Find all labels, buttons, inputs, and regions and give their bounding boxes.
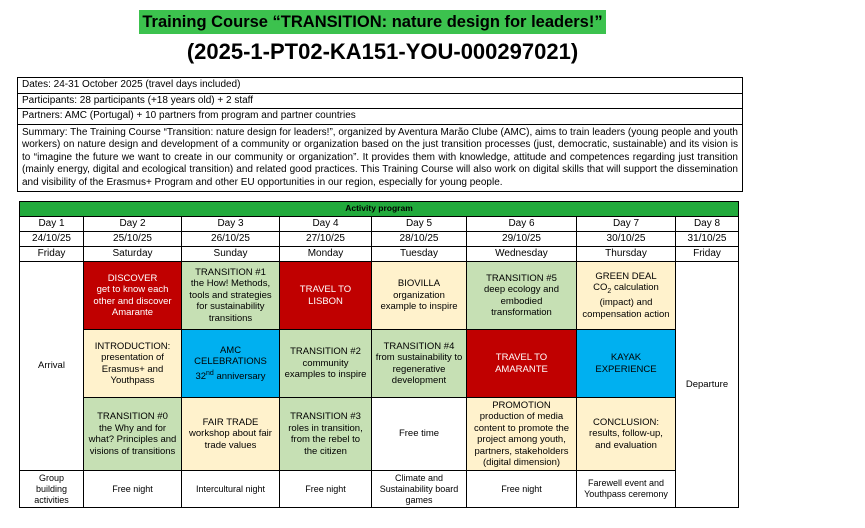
session-text: from sustainability to regenerative development (375, 352, 463, 386)
session-title: INTRODUCTION: (94, 340, 171, 352)
session-text: presentation of Erasmus+ and Youthpass (101, 352, 164, 386)
session-title: CONCLUSION: (593, 416, 659, 428)
transition-2-session (280, 330, 372, 398)
date-label: 30/10/25 (577, 232, 676, 247)
departure-cell: Departure (676, 262, 739, 508)
evening-cell: Intercultural night (182, 471, 280, 508)
weekday-label: Friday (676, 247, 739, 262)
transition-0-session (84, 398, 182, 471)
session-row-2 (20, 330, 739, 398)
conclusion-session (577, 398, 676, 471)
date-label: 29/10/25 (467, 232, 577, 247)
session-title: GREEN DEAL (595, 270, 657, 282)
weekday-label: Thursday (577, 247, 676, 262)
date-label: 31/10/25 (676, 232, 739, 247)
course-title: Training Course “TRANSITION: nature design for leaders!” (139, 10, 605, 34)
travel-lisbon-session: TRAVEL TO LISBON (280, 262, 372, 330)
date-label: 26/10/25 (182, 232, 280, 247)
session-title: TRANSITION #3 (290, 411, 361, 422)
session-title: TRANSITION #5 (486, 272, 557, 284)
kayak-session: KAYAK EXPERIENCE (577, 330, 676, 398)
date-label: 25/10/25 (84, 232, 182, 247)
evening-row (20, 471, 739, 508)
day-label: Day 3 (182, 217, 280, 232)
weekday-label: Tuesday (372, 247, 467, 262)
session-text: anniversary (216, 370, 266, 382)
evening-cell: Climate and Sustainability board games (372, 471, 467, 508)
session-row-1 (20, 262, 739, 330)
transition-1-session (182, 262, 280, 330)
free-time-session: Free time (372, 398, 467, 471)
biovilla-session (372, 262, 467, 330)
session-title: TRANSITION #0 (97, 411, 168, 422)
ordinal-suffix: nd (206, 369, 214, 377)
partners-row: Partners: AMC (Portugal) + 10 partners from program and partner countries (18, 109, 743, 125)
session-title: DISCOVER (107, 272, 158, 284)
info-table (17, 77, 743, 192)
session-title: TRANSITION #1 (195, 266, 266, 278)
transition-4-session (372, 330, 467, 398)
day-label: Day 8 (676, 217, 739, 232)
day-label: Day 6 (467, 217, 577, 232)
session-title: BIOVILLA (397, 278, 441, 290)
session-title: PROMOTION (492, 399, 551, 411)
session-text: deep ecology and embodied transformation (483, 284, 559, 318)
amc-celebrations-session (182, 330, 280, 398)
transition-3-session (280, 398, 372, 471)
discover-session (84, 262, 182, 330)
session-title: FAIR TRADE (202, 416, 259, 428)
weekday-label: Monday (280, 247, 372, 262)
travel-amarante-session: TRAVEL TO AMARANTE (467, 330, 577, 398)
weekday-row (20, 247, 739, 262)
date-label: 24/10/25 (20, 232, 84, 247)
evening-cell: Group building activities (20, 471, 84, 508)
session-text: the How! Methods, tools and strategies for sustainability transitions (189, 278, 272, 324)
weekday-label: Wednesday (467, 247, 577, 262)
date-label: 28/10/25 (372, 232, 467, 247)
evening-cell: Free night (467, 471, 577, 508)
session-row-3 (20, 398, 739, 471)
weekday-label: Friday (20, 247, 84, 262)
session-title: AMC CELEBRATIONS (194, 344, 267, 368)
day-row (20, 217, 739, 232)
summary-row: Summary: The Training Course “Transition: nature design for leaders!”, organized by Aventura Marão Clube (AMC), aims to train leaders (young people and youth workers) on nature design and development of a community or organization based on the just transition processes (just, democratic, sustainable) and its vision is to “imagine the future we want to create in our community or organization”. It provides them with knowledge, attitude and competences regarding just transition (mainly energy, digital and ecological transition) and related good practices. This Training Course will also work on digital skills that will support the dissemination and visibility of the Erasmus+ Program and other EU opportunities in our region, especially for young people. (18, 124, 743, 192)
session-text: community examples to inspire (284, 357, 367, 381)
introduction-session (84, 330, 182, 398)
session-text: workshop about fair trade values (189, 428, 272, 451)
day-label: Day 5 (372, 217, 467, 232)
day-label: Day 7 (577, 217, 676, 232)
date-row (20, 232, 739, 247)
transition-5-session (467, 262, 577, 330)
day-label: Day 4 (280, 217, 372, 232)
session-text: results, follow-up, and evaluation (589, 428, 663, 451)
promotion-session (467, 398, 577, 471)
anniversary-number: 32 (195, 370, 207, 382)
title-bar (0, 10, 745, 34)
date-label: 27/10/25 (280, 232, 372, 247)
session-title: TRANSITION #2 (290, 346, 361, 358)
session-text: get to know each other and discover Amarante (93, 284, 172, 318)
session-text: production of media content to promote the project among youth, partners, stakeholders (digital dimension) (473, 411, 570, 468)
participants-row: Participants: 28 participants (+18 years old) + 2 staff (18, 93, 743, 109)
session-text: roles in transition, from the rebel to the citizen (288, 422, 363, 457)
session-text: organization example to inspire (380, 289, 458, 313)
program-heading: Activity program (20, 202, 739, 217)
evening-cell: Free night (84, 471, 182, 508)
weekday-label: Sunday (182, 247, 280, 262)
session-title: TRANSITION #4 (383, 340, 455, 352)
project-code: (2025-1-PT02-KA151-YOU-000297021) (186, 39, 579, 64)
dates-row: Dates: 24-31 October 2025 (travel days included) (18, 78, 743, 94)
fair-trade-session (182, 398, 280, 471)
co2-label: CO (593, 282, 608, 294)
weekday-label: Saturday (84, 247, 182, 262)
co2-subscript: 2 (607, 287, 612, 295)
evening-cell: Farewell event and Youthpass ceremony (577, 471, 676, 508)
session-text: calculation (impact) and compensation action (582, 282, 670, 320)
green-deal-session (577, 262, 676, 330)
evening-cell: Free night (280, 471, 372, 508)
activity-program-table (19, 201, 739, 508)
session-text: the Why and for what? Principles and visions of transitions (88, 422, 177, 457)
day-label: Day 2 (84, 217, 182, 232)
arrival-cell: Arrival (20, 262, 84, 471)
day-label: Day 1 (20, 217, 84, 232)
